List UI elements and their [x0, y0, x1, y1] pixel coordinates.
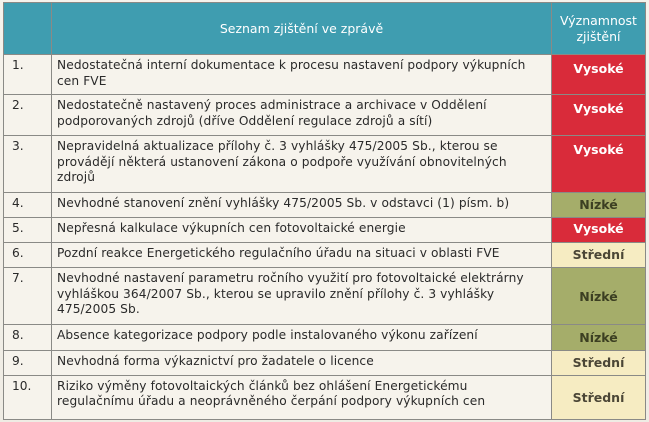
findings-table [3, 2, 646, 420]
table-row [4, 217, 646, 242]
significance-badge: Nízké [552, 268, 646, 325]
row-number: 10. [4, 375, 52, 419]
row-number: 7. [4, 268, 52, 325]
row-number: 3. [4, 136, 52, 192]
table-row [4, 375, 646, 419]
significance-badge: Nízké [552, 192, 646, 217]
significance-badge: Střední [552, 375, 646, 419]
finding-text: Riziko výměny fotovoltaických článků bez ohlášení Energetickému regulačnímu úřadu a neoprávněného čerpání podpory výkupních cen [52, 375, 552, 419]
finding-text: Nevhodné stanovení znění vyhlášky 475/2005 Sb. v odstavci (1) písm. b) [52, 192, 552, 217]
significance-badge: Vysoké [552, 136, 646, 192]
table-row [4, 55, 646, 95]
row-number: 2. [4, 95, 52, 136]
row-number: 8. [4, 325, 52, 350]
significance-badge: Střední [552, 350, 646, 375]
finding-text: Nedostatečná interní dokumentace k procesu nastavení podpory výkupních cen FVE [52, 55, 552, 95]
finding-text: Absence kategorizace podpory podle instalovaného výkonu zařízení [52, 325, 552, 350]
finding-text: Nevhodné nastavení parametru ročního využití pro fotovoltaické elektrárny vyhláškou 364/2007 Sb., kterou se upravilo znění přílohy č. 3 vyhlášky 475/2005 Sb. [52, 268, 552, 325]
significance-badge: Nízké [552, 325, 646, 350]
row-number: 9. [4, 350, 52, 375]
row-number: 1. [4, 55, 52, 95]
significance-badge: Vysoké [552, 95, 646, 136]
table-row [4, 325, 646, 350]
table-row [4, 242, 646, 267]
finding-text: Nepravidelná aktualizace přílohy č. 3 vyhlášky 475/2005 Sb., kterou se provádějí některá ustanovení zákona o podpoře využívání obnovitelných zdrojů [52, 136, 552, 192]
header-number [4, 3, 52, 55]
table-row [4, 95, 646, 136]
table-row [4, 136, 646, 192]
table-row [4, 192, 646, 217]
header-findings: Seznam zjištění ve zprávě [52, 3, 552, 55]
finding-text: Nevhodná forma výkaznictví pro žadatele o licence [52, 350, 552, 375]
row-number: 6. [4, 242, 52, 267]
significance-badge: Vysoké [552, 217, 646, 242]
significance-badge: Vysoké [552, 55, 646, 95]
finding-text: Pozdní reakce Energetického regulačního úřadu na situaci v oblasti FVE [52, 242, 552, 267]
row-number: 4. [4, 192, 52, 217]
table-row [4, 350, 646, 375]
finding-text: Nepřesná kalkulace výkupních cen fotovoltaické energie [52, 217, 552, 242]
header-significance: Významnost zjištění [552, 3, 646, 55]
table-row [4, 268, 646, 325]
significance-badge: Střední [552, 242, 646, 267]
header-row [4, 3, 646, 55]
finding-text: Nedostatečně nastavený proces administrace a archivace v Oddělení podporovaných zdrojů (dříve Oddělení regulace zdrojů a sítí) [52, 95, 552, 136]
row-number: 5. [4, 217, 52, 242]
